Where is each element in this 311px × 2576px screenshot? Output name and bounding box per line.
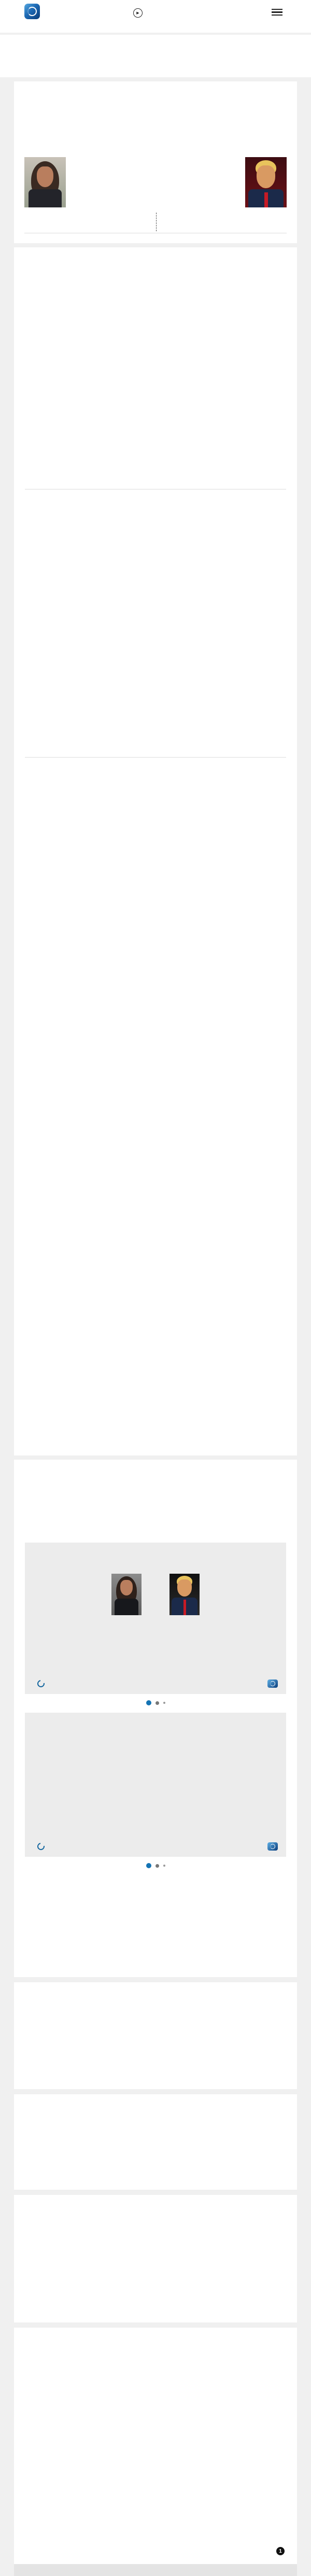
carousel-dot[interactable] bbox=[156, 1701, 159, 1705]
harris-mini-photo bbox=[111, 1574, 142, 1615]
senate-states-card bbox=[14, 2195, 297, 2322]
copyright-bar bbox=[14, 2564, 297, 2576]
tagesschau-logo-icon bbox=[24, 4, 40, 19]
page-title bbox=[0, 35, 311, 42]
us-bubble-map[interactable] bbox=[25, 573, 287, 744]
ard-brand-line bbox=[269, 2547, 285, 2555]
infographic-wahlentscheidung bbox=[25, 1713, 286, 1857]
infratest-dimap-brand bbox=[35, 1680, 45, 1687]
majority-270-tick bbox=[156, 213, 157, 231]
infratest-dimap-brand bbox=[35, 1843, 45, 1850]
review-card bbox=[14, 2328, 297, 2443]
us-choropleth-map[interactable] bbox=[30, 329, 284, 473]
carousel-dot-active[interactable] bbox=[146, 1700, 151, 1705]
divider bbox=[25, 757, 286, 758]
ard-one-icon: 1 bbox=[276, 2547, 285, 2555]
polls-card bbox=[14, 1460, 297, 1977]
senate-card bbox=[14, 2094, 297, 2190]
dimap-logo-icon bbox=[36, 1678, 46, 1688]
trump-ev-segment bbox=[28, 216, 32, 228]
site-footer bbox=[14, 2437, 297, 2576]
carousel-dot[interactable] bbox=[163, 1702, 165, 1704]
infographic-footer bbox=[35, 1679, 278, 1688]
carousel-dot-active[interactable] bbox=[146, 1863, 151, 1868]
teaser-grid bbox=[14, 1874, 297, 1977]
harris-photo bbox=[24, 157, 66, 207]
house-card bbox=[14, 1982, 297, 2089]
infographic-wahlverhalten bbox=[25, 1543, 286, 1694]
trump-mini-photo bbox=[169, 1574, 200, 1615]
carousel-dot[interactable] bbox=[163, 1865, 165, 1867]
ard-logo-icon bbox=[267, 1679, 278, 1688]
trump-photo bbox=[245, 157, 287, 207]
title-band bbox=[0, 35, 311, 77]
carousel-dots bbox=[25, 1700, 286, 1705]
play-icon[interactable]: ▶ bbox=[133, 8, 143, 18]
carousel-dot[interactable] bbox=[156, 1864, 159, 1868]
states-card bbox=[14, 247, 297, 1455]
harris-ev-segment bbox=[24, 216, 28, 228]
carousel-dots bbox=[25, 1863, 286, 1868]
tagesschau-logo[interactable] bbox=[24, 4, 44, 19]
infographic-footer bbox=[35, 1842, 278, 1851]
hamburger-menu-icon[interactable] bbox=[272, 9, 282, 16]
ard-logo-icon bbox=[267, 1842, 278, 1851]
electoral-vote-bar[interactable] bbox=[24, 216, 287, 228]
results-card bbox=[14, 81, 297, 243]
sendung-verpasst-link[interactable] bbox=[130, 8, 143, 18]
site-header bbox=[0, 0, 311, 33]
dimap-logo-icon bbox=[36, 1841, 46, 1851]
